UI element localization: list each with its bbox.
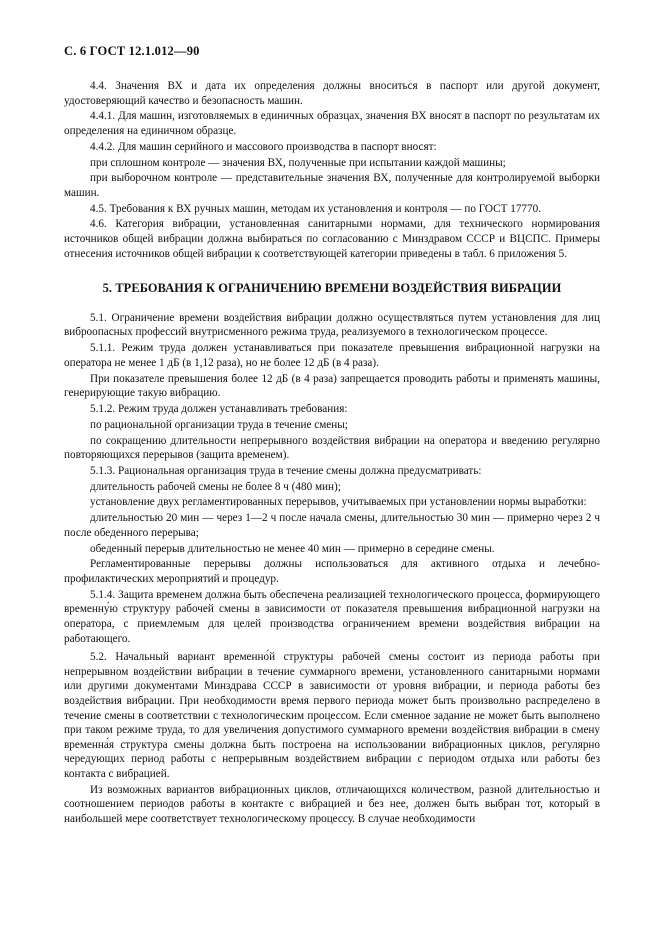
paragraph: длительность рабочей смены не более 8 ч (480 мин); [90,480,341,493]
paragraph: При показателе превышения более 12 дБ (в 4 раза) запрещается проводить работы и применять машины, генерирующие такую вибрацию. [64,372,600,400]
paragraph: 4.4.2. Для машин серийного и массового производства в паспорт вносят: [90,140,437,153]
paragraph: 4.5. Требования к ВХ ручных машин, методам их установления и контроля — по ГОСТ 17770. [90,202,541,215]
paragraph: при выборочном контроле — представительные значения ВХ, полученные для контролируемой выборки машин. [64,172,600,199]
paragraph: 5.1.2. Режим труда должен устанавливать требования: [90,402,348,415]
paragraph: 5.1.4. Защита временем должна быть обеспечена реализацией технологического процесса, формирующего временну́ю структуру рабочей смены в зависимости от показателя превышения вибрационной нагрузки на оператора, с приемлемым для целей производства ограничением времени воздействия вибрации на работающего. [64,588,600,645]
paragraph: 4.4. Значения ВХ и дата их определения должны вноситься в паспорт или другой документ, удостоверяющий качество и безопасность машин. [64,80,600,107]
paragraph: Регламентированные перерывы должны использоваться для активного отдыха и лечебно-профилактических мероприятий и процедур. [64,558,600,585]
paragraph: при сплошном контроле — значения ВХ, полученные при испытании каждой машины; [90,156,506,169]
paragraph: 5.1.3. Рациональная организация труда в течение смены должна предусматривать: [90,464,482,477]
paragraph: по сокращению длительности непрерывного воздействия вибрации на оператора и введению регулярно повторяющихся перерывов (защита временем). [64,434,600,462]
paragraph: по рациональной организации труда в течение смены; [90,418,348,431]
paragraph: 5.2. Начальный вариант временно́й структуры рабочей смены состоит из периода работы при непрерывном воздействии вибрации в течение суммарного времени, установленного санитарными нормами или другими документами Минздрава СССР в зависимости от уровня вибрации, и периода работы без воздействия вибрации. При необходимости время первого периода может быть произвольно распределено в течение смены в соответствии с технологическим процессом. Если сменное задание не может быть выполнено при таком режиме труда, то для увеличения допустимого суммарного времени воздействия вибрации в смену временна́я структура смены должна быть построена на использовании вибрационных циклов, регулярно чередующих период работы с непрерывным воздействием вибрации с периодом отдыха или работы без контакта с вибрацией. [64,651,600,780]
section-title: 5. ТРЕБОВАНИЯ К ОГРАНИЧЕНИЮ ВРЕМЕНИ ВОЗДЕЙСТВИЯ ВИБРАЦИИ [102,281,562,296]
paragraph: 5.1. Ограничение времени воздействия вибрации должно осуществляться путем установления для лиц виброопасных профессий внутрисменного режима труда, реализуемого в технологическом процессе. [64,311,600,339]
page-header: С. 6 ГОСТ 12.1.012—90 [64,44,200,58]
paragraph: установление двух регламентированных перерывов, учитываемых при установлении нормы выработки: [90,496,587,509]
paragraph: длительностью 20 мин — через 1—2 ч после начала смены, длительностью 30 мин — примерно через 2 ч после обеденного перерыва; [64,512,600,539]
paragraph: обеденный перерыв длительностью не менее 40 мин — примерно в середине смены. [90,542,495,555]
paragraph: Из возможных вариантов вибрационных циклов, отличающихся количеством, разной длительностью и соотношением периодов работы в контакте с вибрацией и без нее, должен быть выбран тот, который в наибольшей мере соответствует технологическому процессу. В случае необходимости [64,783,600,825]
document-body [64,79,600,828]
paragraph: 4.6. Категория вибрации, установленная санитарными нормами, для технического нормирования источников общей вибрации должна выбираться по согласованию с Минздравом СССР и ВЦСПС. Примеры отнесения источников общей вибрации к соответствующей категории приведены в табл. 6 приложения 5. [64,218,600,260]
paragraph: 5.1.1. Режим труда должен устанавливаться при показателе превышения вибрационной нагрузки на оператора не менее 1 дБ (в 1,12 раза), но не более 12 дБ (в 4 раза). [64,342,600,369]
paragraph: 4.4.1. Для машин, изготовляемых в единичных образцах, значения ВХ вносят в паспорт по результатам их определения на единичном образце. [64,110,600,137]
